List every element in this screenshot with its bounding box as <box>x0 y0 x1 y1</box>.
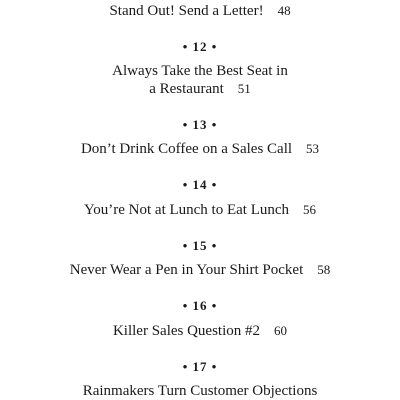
entry-title-text: You’re Not at Lunch to Eat Lunch <box>83 202 290 218</box>
chapter-number: • 13 • <box>182 117 218 132</box>
toc-entry-title <box>0 201 400 219</box>
chapter-number: • 16 • <box>182 298 218 313</box>
toc-entry-title <box>0 2 400 20</box>
entry-title-text: Always Take the Best Seat in <box>112 63 288 79</box>
entry-page-number: 48 <box>277 3 291 18</box>
toc-entry-title <box>0 140 400 158</box>
chapter-number: • 17 • <box>182 359 218 374</box>
entry-page-number: 51 <box>237 81 251 96</box>
toc-entry-title <box>0 382 400 400</box>
entry-page-number: 56 <box>303 202 317 217</box>
entry-page-number: 58 <box>317 262 331 277</box>
toc-entry-title <box>0 322 400 340</box>
chapter-number: • 14 • <box>182 177 218 192</box>
toc-entry-title <box>0 62 400 80</box>
entry-page-number: 60 <box>274 323 288 338</box>
entry-page-number: 53 <box>306 141 320 156</box>
entry-title-text: Never Wear a Pen in Your Shirt Pocket <box>69 262 304 278</box>
chapter-number: • 12 • <box>182 39 218 54</box>
entry-title-text: Stand Out! Send a Letter! <box>109 3 264 19</box>
toc-entry-title <box>0 261 400 279</box>
entry-title-text: Don’t Drink Coffee on a Sales Call <box>80 141 293 157</box>
entry-title-text: Rainmakers Turn Customer Objections <box>82 383 318 399</box>
toc-entry-title <box>0 80 400 98</box>
chapter-number: • 15 • <box>182 238 218 253</box>
entry-title-text: a Restaurant <box>149 81 224 97</box>
entry-title-text: Killer Sales Question #2 <box>112 323 261 339</box>
